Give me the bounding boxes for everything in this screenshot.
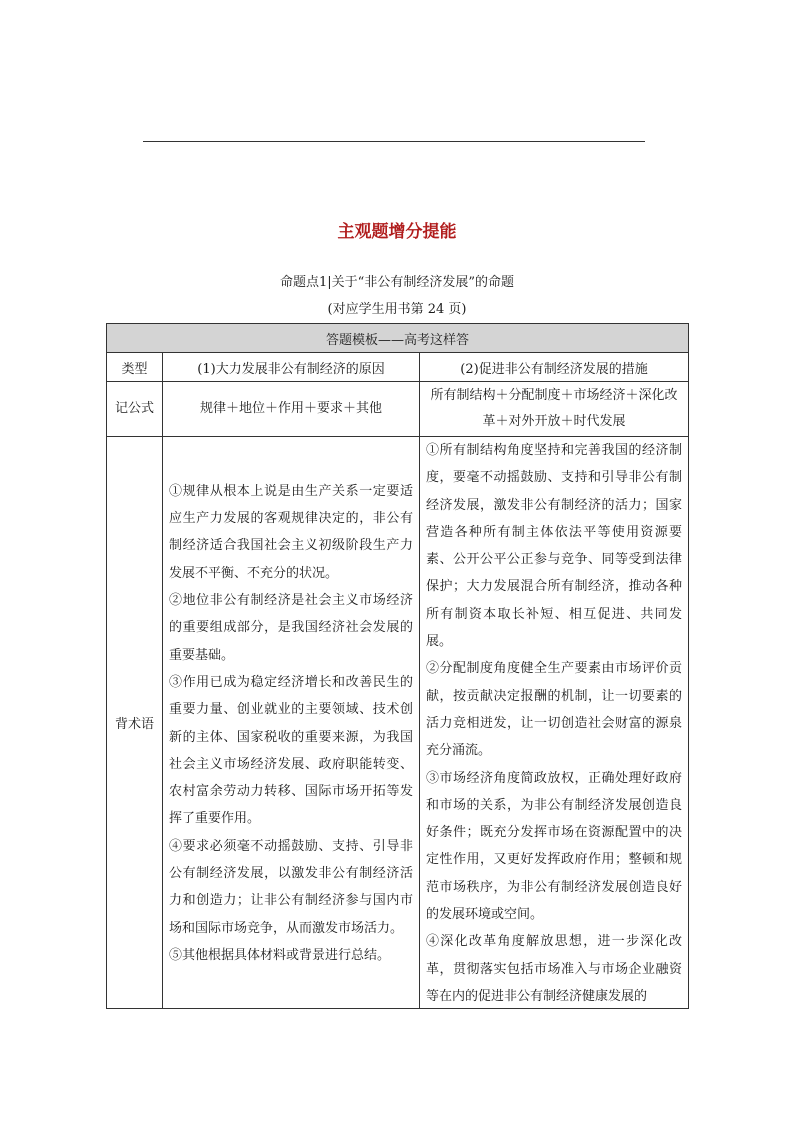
reason-item-requirement: ④要求必须毫不动摇鼓励、支持、引导非公有制经济发展，以激发非公有制经济活力和创造力；让非公有制经济参与国内市场和国际市场竞争，从而激发市场活力。	[169, 838, 413, 936]
reference-note: (对应学生用书第 24 页)	[327, 302, 467, 317]
formula-measures: 所有制结构＋分配制度＋市场经济＋深化改革＋对外开放＋时代发展	[420, 382, 689, 437]
measure-item-market: ③市场经济角度简政放权，正确处理好政府和市场的关系，为非公有制经济发展创造良好条件；既充分发挥市场在资源配置中的决定性作用，又更好发挥政府作用；整顿和规范市场秩序，为非公有制经济发展创造良好的发展环境或空间。	[426, 770, 682, 923]
topic-subtitle: 命题点1|关于“非公有制经济发展”的命题	[280, 275, 514, 290]
reason-item-status: ②地位非公有制经济是社会主义市场经济的重要组成部分，是我国经济社会发展的重要基础。	[169, 593, 413, 663]
reason-item-role: ③作用已成为稳定经济增长和改善民生的重要力量、创业就业的主要领域、技术创新的主体、国家税收的重要来源，为我国社会主义市场经济发展、政府职能转变、农村富余劳动力转移、国际市场开拓等发挥了重要作用。	[169, 674, 413, 827]
recite-reasons-cell	[163, 437, 420, 1009]
reason-item-law: ①规律从根本上说是由生产关系一定要适应生产力发展的客观规律决定的，非公有制经济适合我国社会主义初级阶段生产力发展不平衡、不充分的状况。	[169, 483, 413, 581]
formula-row-label: 记公式	[107, 382, 163, 437]
header-rule	[143, 141, 645, 142]
measure-item-distribution: ②分配制度角度健全生产要素由市场评价贡献，按贡献决定报酬的机制，让一切要素的活力竞相迸发，让一切创造社会财富的源泉充分涌流。	[426, 661, 682, 759]
formula-reasons: 规律＋地位＋作用＋要求＋其他	[163, 382, 420, 437]
recite-row-label: 背术语	[107, 437, 163, 1009]
column-header-measures: (2)促进非公有制经济发展的措施	[420, 353, 689, 382]
table-header: 答题模板——高考这样答	[107, 324, 689, 353]
recite-measures-cell	[420, 437, 689, 1009]
page-title: 主观题增分提能	[337, 222, 457, 242]
answer-template-table	[106, 323, 689, 1009]
measure-item-ownership: ①所有制结构角度坚持和完善我国的经济制度，要毫不动摇鼓励、支持和引导非公有制经济发展，激发非公有制经济的活力；国家营造各种所有制主体依法平等使用资源要素、公开公平公正参与竞争、同等受到法律保护；大力发展混合所有制经济，推动各种所有制资本取长补短、相互促进、共同发展。	[426, 443, 682, 650]
column-header-type: 类型	[107, 353, 163, 382]
measure-item-reform: ④深化改革角度解放思想，进一步深化改革，贯彻落实包括市场准入与市场企业融资等在内的促进非公有制经济健康发展的	[426, 934, 682, 1004]
column-header-reasons: (1)大力发展非公有制经济的原因	[163, 353, 420, 382]
reason-item-other: ⑤其他根据具体材料或背景进行总结。	[169, 947, 391, 963]
